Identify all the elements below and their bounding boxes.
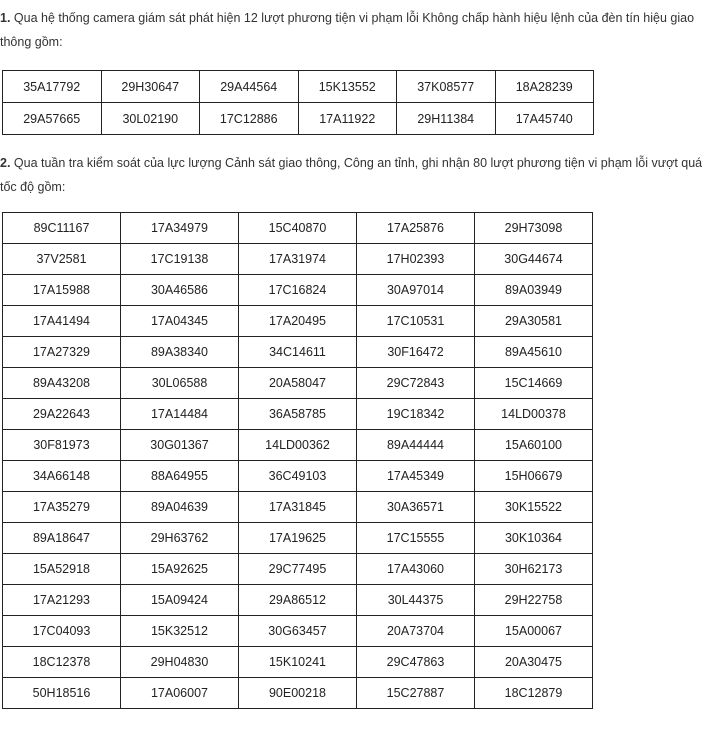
plate-cell: 17A27329 — [3, 337, 121, 368]
plate-cell: 17A45740 — [495, 103, 594, 135]
plate-cell: 17A04345 — [121, 306, 239, 337]
plate-cell: 35A17792 — [3, 71, 102, 103]
table-row — [3, 306, 593, 337]
plate-cell: 17A15988 — [3, 275, 121, 306]
plate-cell: 18A28239 — [495, 71, 594, 103]
plate-cell: 18C12378 — [3, 647, 121, 678]
plate-cell: 15A09424 — [121, 585, 239, 616]
plate-cell: 17C16824 — [239, 275, 357, 306]
table-row — [3, 461, 593, 492]
plate-cell: 17A31974 — [239, 244, 357, 275]
plate-cell: 34C14611 — [239, 337, 357, 368]
plate-cell: 17A19625 — [239, 523, 357, 554]
plate-cell: 30K15522 — [475, 492, 593, 523]
plate-cell: 29H30647 — [101, 71, 200, 103]
plate-cell: 17A06007 — [121, 678, 239, 709]
table-row — [3, 585, 593, 616]
plate-cell: 29H11384 — [397, 103, 496, 135]
plate-cell: 29C72843 — [357, 368, 475, 399]
plate-cell: 30G44674 — [475, 244, 593, 275]
table-row — [3, 71, 594, 103]
plate-cell: 15C27887 — [357, 678, 475, 709]
table-row — [3, 616, 593, 647]
plate-cell: 89A04639 — [121, 492, 239, 523]
table-row — [3, 103, 594, 135]
plate-cell: 17A34979 — [121, 213, 239, 244]
table-row — [3, 213, 593, 244]
plate-cell: 37V2581 — [3, 244, 121, 275]
plate-cell: 15K10241 — [239, 647, 357, 678]
table-row — [3, 492, 593, 523]
plate-cell: 17H02393 — [357, 244, 475, 275]
plate-cell: 36C49103 — [239, 461, 357, 492]
plate-cell: 29A30581 — [475, 306, 593, 337]
plate-cell: 29C47863 — [357, 647, 475, 678]
plate-cell: 29H63762 — [121, 523, 239, 554]
table-row — [3, 244, 593, 275]
plate-cell: 15A52918 — [3, 554, 121, 585]
plate-cell: 17C15555 — [357, 523, 475, 554]
table-row — [3, 275, 593, 306]
plate-cell: 30H62173 — [475, 554, 593, 585]
table-row — [3, 430, 593, 461]
plate-cell: 17C04093 — [3, 616, 121, 647]
plate-cell: 90E00218 — [239, 678, 357, 709]
table-row — [3, 523, 593, 554]
plate-cell: 15K13552 — [298, 71, 397, 103]
plate-cell: 15H06679 — [475, 461, 593, 492]
plate-cell: 30K10364 — [475, 523, 593, 554]
section-2-text: Qua tuần tra kiểm soát của lực lượng Cảnh sát giao thông, Công an tỉnh, ghi nhận 80 lượt phương tiện vi phạm lỗi vượt quá tốc độ gồm: — [0, 156, 703, 194]
table-row — [3, 647, 593, 678]
plate-cell: 17A14484 — [121, 399, 239, 430]
table-row — [3, 554, 593, 585]
plate-cell: 29H04830 — [121, 647, 239, 678]
plate-cell: 17A21293 — [3, 585, 121, 616]
plate-cell: 20A30475 — [475, 647, 593, 678]
plate-cell: 15A92625 — [121, 554, 239, 585]
plate-cell: 89A45610 — [475, 337, 593, 368]
plate-cell: 17A11922 — [298, 103, 397, 135]
plate-cell: 17C12886 — [200, 103, 299, 135]
plate-cell: 14LD00362 — [239, 430, 357, 461]
section-1-text: Qua hệ thống camera giám sát phát hiện 12 lượt phương tiện vi phạm lỗi Không chấp hành hiệu lệnh của đèn tín hiệu giao thông gồm: — [0, 11, 695, 49]
plate-cell: 17C19138 — [121, 244, 239, 275]
plate-cell: 29H73098 — [475, 213, 593, 244]
plate-cell: 37K08577 — [397, 71, 496, 103]
plate-cell: 20A58047 — [239, 368, 357, 399]
plate-cell: 17A43060 — [357, 554, 475, 585]
plate-cell: 34A66148 — [3, 461, 121, 492]
plate-cell: 89A43208 — [3, 368, 121, 399]
plate-cell: 89A38340 — [121, 337, 239, 368]
plate-cell: 30F81973 — [3, 430, 121, 461]
camera-violations-table — [2, 70, 594, 135]
section-2-paragraph — [0, 151, 718, 199]
plate-cell: 17A20495 — [239, 306, 357, 337]
plate-cell: 29C77495 — [239, 554, 357, 585]
table-row — [3, 368, 593, 399]
plate-cell: 20A73704 — [357, 616, 475, 647]
speeding-violations-table — [2, 212, 593, 709]
plate-cell: 17A25876 — [357, 213, 475, 244]
plate-cell: 17A41494 — [3, 306, 121, 337]
plate-cell: 17C10531 — [357, 306, 475, 337]
plate-cell: 30G01367 — [121, 430, 239, 461]
table-row — [3, 399, 593, 430]
plate-cell: 15C14669 — [475, 368, 593, 399]
plate-cell: 29H22758 — [475, 585, 593, 616]
plate-cell: 89C11167 — [3, 213, 121, 244]
plate-cell: 17A45349 — [357, 461, 475, 492]
plate-cell: 50H18516 — [3, 678, 121, 709]
plate-cell: 17A31845 — [239, 492, 357, 523]
plate-cell: 17A35279 — [3, 492, 121, 523]
plate-cell: 19C18342 — [357, 399, 475, 430]
plate-cell: 29A86512 — [239, 585, 357, 616]
table-row — [3, 678, 593, 709]
plate-cell: 15A60100 — [475, 430, 593, 461]
section-2-number: 2. — [0, 156, 11, 170]
plate-cell: 15C40870 — [239, 213, 357, 244]
plate-cell: 30A46586 — [121, 275, 239, 306]
plate-cell: 36A58785 — [239, 399, 357, 430]
plate-cell: 30L06588 — [121, 368, 239, 399]
plate-cell: 14LD00378 — [475, 399, 593, 430]
plate-cell: 29A57665 — [3, 103, 102, 135]
plate-cell: 88A64955 — [121, 461, 239, 492]
plate-cell: 18C12879 — [475, 678, 593, 709]
plate-cell: 30A36571 — [357, 492, 475, 523]
plate-cell: 30A97014 — [357, 275, 475, 306]
section-1-paragraph — [0, 6, 718, 54]
plate-cell: 30L44375 — [357, 585, 475, 616]
plate-cell: 30F16472 — [357, 337, 475, 368]
plate-cell: 29A44564 — [200, 71, 299, 103]
plate-cell: 30L02190 — [101, 103, 200, 135]
plate-cell: 89A44444 — [357, 430, 475, 461]
table-row — [3, 337, 593, 368]
plate-cell: 15A00067 — [475, 616, 593, 647]
plate-cell: 29A22643 — [3, 399, 121, 430]
plate-cell: 30G63457 — [239, 616, 357, 647]
plate-cell: 15K32512 — [121, 616, 239, 647]
plate-cell: 89A18647 — [3, 523, 121, 554]
plate-cell: 89A03949 — [475, 275, 593, 306]
section-1-number: 1. — [0, 11, 11, 25]
